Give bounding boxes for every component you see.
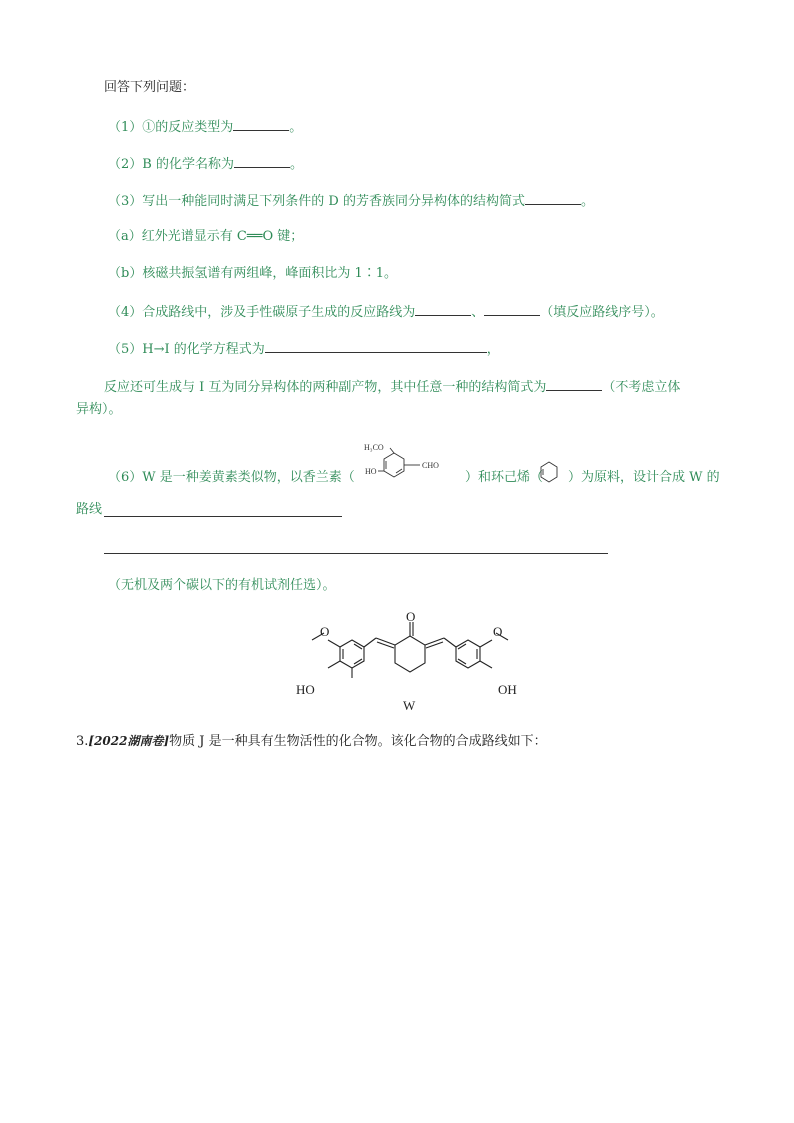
right-hydroxyl-label: OH <box>498 682 517 697</box>
side-product-answer-blank[interactable] <box>546 378 602 391</box>
left-hydroxyl-label: HO <box>296 682 315 697</box>
problem-3-source: [2022湖南卷] <box>88 734 170 748</box>
reagent-note: （无机及两个碳以下的有机试剂任选）。 <box>108 578 336 593</box>
q1-text: ①的反应类型为 <box>142 120 234 135</box>
cyclohexene-structure <box>537 459 561 485</box>
intro-text: 回答下列问题： <box>104 80 196 95</box>
q1-answer-blank[interactable] <box>233 118 289 131</box>
route-label: 路线 <box>76 502 103 517</box>
condition-a <box>108 229 303 245</box>
q5-text: （5）H→I 的化学方程式为 <box>108 342 265 357</box>
vanillin-ome-label: H₃CO <box>364 443 384 452</box>
problem-3-text: 物质 J 是一种具有生物活性的化合物。该化合物的合成路线如下： <box>169 734 547 749</box>
side-product-note: （不考虑立体 <box>602 380 681 395</box>
side-product-line-1 <box>104 378 680 396</box>
question-3 <box>108 192 594 210</box>
ketone-oxygen-label: O <box>406 609 416 624</box>
side-product-text: 反应还可生成与 I 互为同分异构体的两种副产物，其中任意一种的结构简式为 <box>104 380 547 395</box>
q4-text: （4）合成路线中，涉及手性碳原子生成的反应路线为 <box>108 305 416 320</box>
q4-answer-blank-2[interactable] <box>484 303 540 316</box>
q1-end: 。 <box>289 120 303 135</box>
w-structure <box>290 606 530 714</box>
side-product-line-2: 异构）。 <box>76 402 122 417</box>
problem-3-number: 3. <box>76 734 89 749</box>
question-6-text-b: ）和环己烯（ <box>465 470 544 485</box>
q2-answer-blank[interactable] <box>234 155 290 168</box>
question-6-text-a: （6）W 是一种姜黄素类似物，以香兰素（ <box>108 470 355 485</box>
q4-end: （填反应路线序号）。 <box>540 305 664 320</box>
q2-text: （2）B 的化学名称为 <box>108 157 234 172</box>
question-6-text-c: ）为原料，设计合成 W 的 <box>568 470 720 485</box>
question-2 <box>108 155 303 173</box>
q3-answer-blank[interactable] <box>525 192 581 205</box>
q5-end: ， <box>486 342 500 357</box>
double-bond-sign: ══ <box>246 229 263 244</box>
q3-text: （3）写出一种能同时满足下列条件的 D 的芳香族同分异构体的结构简式 <box>108 194 525 209</box>
right-methoxy-oxygen-label: O <box>493 624 503 639</box>
problem-3-heading <box>76 733 547 750</box>
q1-number: （1） <box>108 120 143 135</box>
q2-end: 。 <box>289 157 303 172</box>
q4-answer-blank-1[interactable] <box>415 303 471 316</box>
vanillin-cho-label: CHO <box>422 461 439 470</box>
condition-a-end: O 键； <box>262 229 304 244</box>
condition-a-text: （a）红外光谱显示有 C <box>108 229 247 244</box>
vanillin-oh-label: HO <box>365 467 377 476</box>
q5-answer-blank[interactable] <box>265 340 487 353</box>
question-1 <box>108 118 302 136</box>
question-5 <box>108 340 500 358</box>
q3-end: 。 <box>580 194 594 209</box>
condition-b: （b）核磁共振氢谱有两组峰，峰面积比为 1∶1。 <box>108 266 397 281</box>
route-answer-line-2[interactable] <box>104 553 608 554</box>
question-4 <box>108 303 664 321</box>
w-compound-label: W <box>403 698 416 713</box>
q4-separator: 、 <box>471 305 485 320</box>
route-answer-line-1[interactable] <box>104 516 342 517</box>
left-methoxy-oxygen-label: O <box>320 624 330 639</box>
vanillin-structure <box>356 440 462 492</box>
